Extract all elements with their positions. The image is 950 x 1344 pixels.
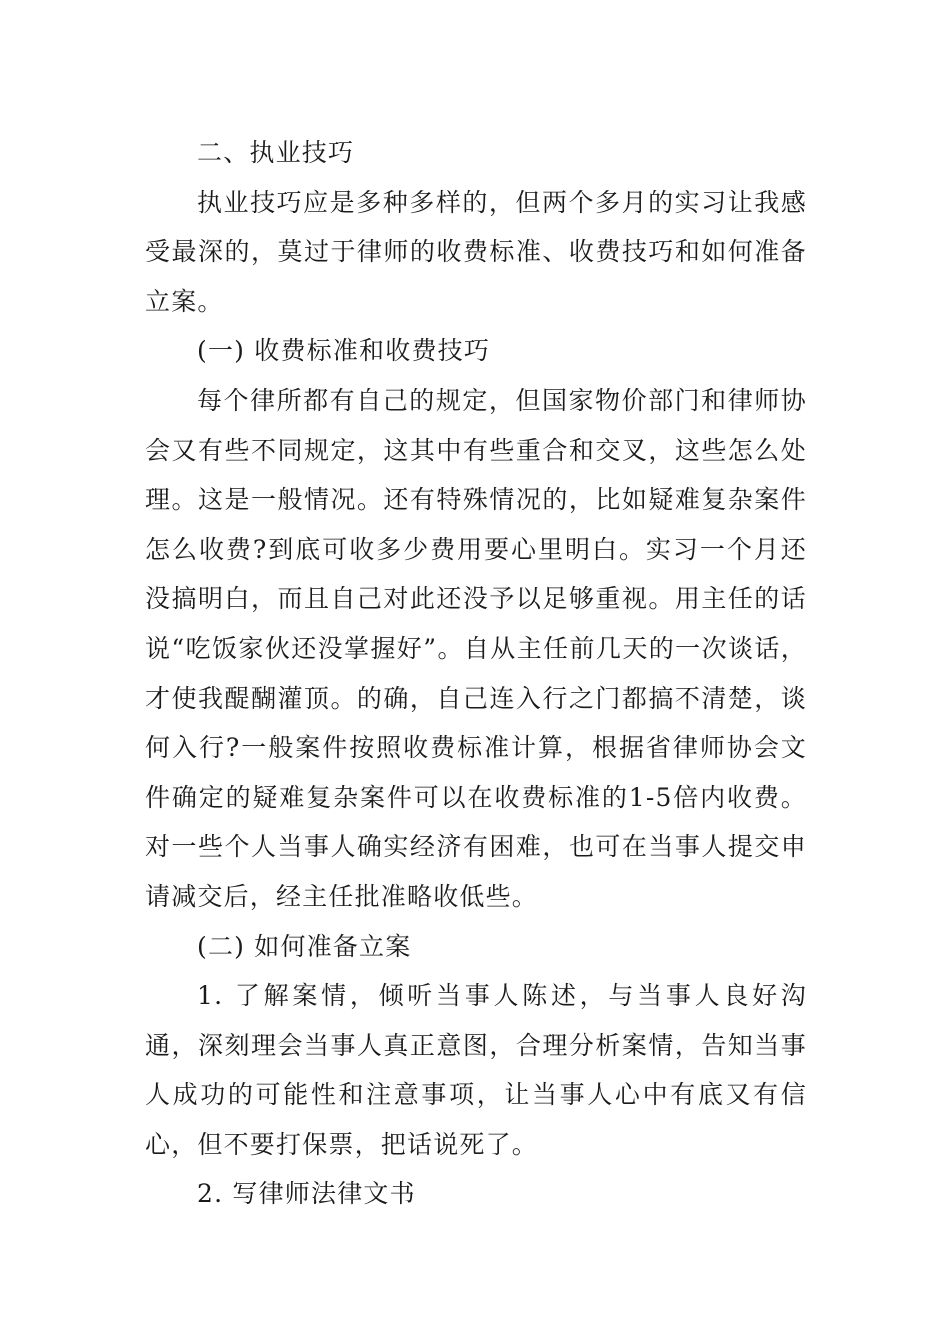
- body-paragraph: 执业技巧应是多种多样的，但两个多月的实习让我感受最深的，莫过于律师的收费标准、收费技巧和如何准备立案。: [145, 187, 807, 316]
- subsection-heading: (二) 如何准备立案: [197, 931, 412, 961]
- numbered-paragraph: 1. 了解案情，倾听当事人陈述，与当事人良好沟通，深刻理会当事人真正意图，合理分析案情，告知当事人成功的可能性和注意事项，让当事人心中有底又有信心，但不要打保票，把话说死了。: [145, 981, 807, 1159]
- numbered-paragraph: 2. 写律师法律文书: [197, 1179, 416, 1209]
- document-body: [145, 128, 807, 1219]
- body-paragraph: 每个律所都有自己的规定，但国家物价部门和律师协会又有些不同规定，这其中有些重合和交叉，这些怎么处理。这是一般情况。还有特殊情况的，比如疑难复杂案件怎么收费?到底可收多少费用要心里明白。实习一个月还没搞明白，而且自己对此还没予以足够重视。用主任的话说“吃饭家伙还没掌握好”。自从主任前几天的一次谈话，才使我醍醐灌顶。的确，自己连入行之门都搞不清楚，谈何入行?一般案件按照收费标准计算，根据省律师协会文件确定的疑难复杂案件可以在收费标准的1-5倍内收费。对一些个人当事人确实经济有困难，也可在当事人提交申请减交后，经主任批准略收低些。: [145, 385, 807, 911]
- subsection-heading: (一) 收费标准和收费技巧: [197, 336, 491, 366]
- section-heading: 二、执业技巧: [197, 138, 355, 167]
